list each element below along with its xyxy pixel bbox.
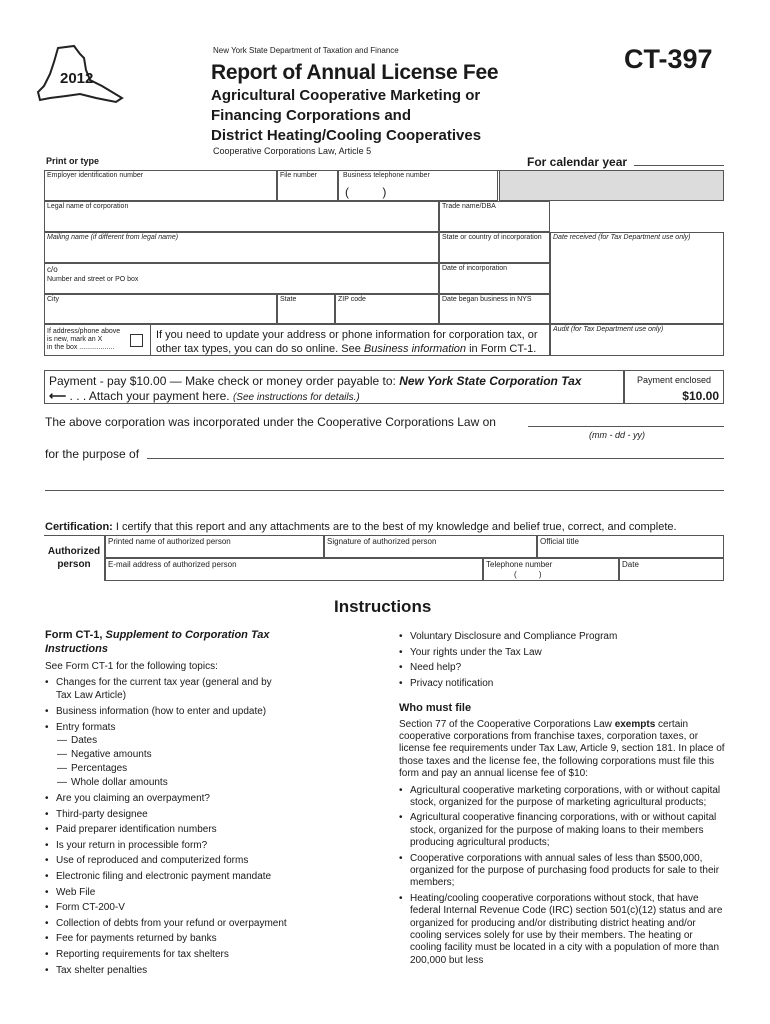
mailing-name-field[interactable]: Mailing name (if different from legal name)	[44, 232, 439, 263]
who-must-file-heading: Who must file	[399, 701, 472, 714]
sub-list-item: — Negative amounts	[45, 748, 345, 762]
list-item: • Your rights under the Tax Law	[399, 646, 725, 659]
authorized-person-label: Authorized person	[44, 535, 105, 581]
business-telephone-field[interactable]: Business telephone number ( )	[338, 170, 498, 201]
trade-name-field[interactable]: Trade name/DBA	[439, 201, 550, 232]
list-item: • Paid preparer identification numbers	[45, 823, 345, 836]
payment-enclosed-field[interactable]: Payment enclosed $10.00	[624, 370, 724, 404]
date-received-box: Date received (for Tax Department use only)	[550, 232, 724, 324]
list-item: • Form CT-200-V	[45, 901, 345, 914]
incorporation-date-field[interactable]	[528, 426, 724, 427]
list-item: • Reporting requirements for tax shelters	[45, 948, 345, 961]
sub-list-item: — Whole dollar amounts	[45, 776, 345, 790]
sub-list-item: — Percentages	[45, 762, 345, 776]
attach-arrow-icon: ⟵	[49, 389, 67, 403]
street-field[interactable]: c/o Number and street or PO box	[44, 263, 439, 294]
list-item: • Voluntary Disclosure and Compliance Program	[399, 630, 725, 643]
form-number: CT-397	[624, 44, 713, 74]
form-subtitle-line-1: Agricultural Cooperative Marketing or	[211, 87, 481, 104]
incorporated-statement: The above corporation was incorporated under the Cooperative Corporations Law on	[45, 415, 496, 429]
payment-line-1: Payment - pay $10.00 — Make check or money order payable to: New York State Corporation Tax	[49, 374, 582, 388]
official-title-field[interactable]: Official title	[537, 535, 724, 558]
list-item: • Is your return in processible form?	[45, 839, 345, 852]
purpose-field[interactable]	[147, 458, 724, 459]
tax-year: 2012	[60, 70, 94, 87]
state-country-field[interactable]: State or country of incorporation	[439, 232, 550, 263]
address-change-row	[44, 324, 550, 356]
printed-name-field[interactable]: Printed name of authorized person	[105, 535, 324, 558]
telephone-field[interactable]: Telephone number ( )	[483, 558, 619, 581]
date-format-hint: (mm - dd - yy)	[589, 430, 645, 440]
certification-text: Certification: I certify that this report and any attachments are to the best of my knowledge and belief true, correct, and complete.	[45, 521, 677, 533]
list-item: • Are you claiming an overpayment?	[45, 792, 345, 805]
payment-amount: $10.00	[682, 389, 719, 403]
print-or-type-label: Print or type	[46, 156, 100, 166]
date-began-business-field[interactable]: Date began business in NYS	[439, 294, 550, 324]
instructions-right-column	[399, 630, 725, 967]
file-number-field[interactable]: File number	[277, 170, 338, 201]
update-info-line-2: other tax types, you can do so online. See Business information in Form CT-1.	[156, 343, 537, 355]
zip-field[interactable]: ZIP code	[335, 294, 439, 324]
address-change-checkbox[interactable]	[130, 334, 143, 347]
payment-box	[44, 370, 624, 404]
calendar-year-field[interactable]	[634, 165, 724, 166]
date-field[interactable]: Date	[619, 558, 724, 581]
legal-name-field[interactable]: Legal name of corporation	[44, 201, 439, 232]
ein-field[interactable]: Employer identification number	[44, 170, 277, 201]
department-name: New York State Department of Taxation and Finance	[213, 46, 399, 55]
instructions-heading: Instructions	[334, 597, 432, 616]
state-field[interactable]: State	[277, 294, 335, 324]
section-77-paragraph: Section 77 of the Cooperative Corporations Law exempts certain cooperative corporations from franchise taxes, corporation taxes, or license fee requirements under Tax Law, Article 9, section 181. In place of those taxes and the license fee, the following corporations must file this form and pay an annual license fee of $10:	[399, 718, 725, 780]
shaded-area	[499, 170, 724, 201]
list-item: • Electronic filing and electronic payment mandate	[45, 870, 345, 883]
signature-field[interactable]: Signature of authorized person	[324, 535, 537, 558]
address-new-line-3: in the box ..................	[47, 344, 115, 351]
business-information-link[interactable]: Business information	[363, 343, 467, 355]
address-new-line-1: If address/phone above	[47, 328, 121, 335]
list-item: • Third-party designee	[45, 808, 345, 821]
address-new-line-2: is new, mark an X	[47, 336, 103, 343]
list-item: • Business information (how to enter and update)	[45, 705, 345, 718]
instructions-left-column	[45, 628, 345, 977]
audit-box: Audit (for Tax Department use only)	[550, 324, 724, 356]
list-item: • Use of reproduced and computerized forms	[45, 854, 345, 867]
law-reference: Cooperative Corporations Law, Article 5	[213, 146, 372, 156]
list-item: • Web File	[45, 886, 345, 899]
list-item: • Changes for the current tax year (general and by Tax Law Article)	[45, 676, 285, 702]
list-item: • Cooperative corporations with annual sales of less than $500,000, organized for the purpose of purchasing food products for sale to their members;	[399, 853, 725, 890]
list-item: • Collection of debts from your refund or overpayment	[45, 917, 345, 930]
ct1-title: Form CT-1, Supplement to Corporation Tax Instructions	[45, 629, 270, 655]
date-of-incorporation-field[interactable]: Date of incorporation	[439, 263, 550, 294]
city-field[interactable]: City	[44, 294, 277, 324]
list-item: • Fee for payments returned by banks	[45, 932, 345, 945]
list-item: • Entry formats	[45, 721, 345, 734]
purpose-label: for the purpose of	[45, 447, 140, 461]
form-subtitle-line-2: Financing Corporations and	[211, 107, 412, 124]
payment-line-2: ⟵ . . . Attach your payment here. (See instructions for details.)	[49, 389, 360, 403]
update-info-line-1: If you need to update your address or phone information for corporation tax, or	[156, 329, 538, 341]
see-ct1: See Form CT-1 for the following topics:	[45, 661, 218, 672]
list-item: • Need help?	[399, 661, 725, 674]
list-item: • Heating/cooling cooperative corporations without stock, that have federal Internal Revenue Code (IRC) section 501(c)(12) status and are organized for producing and/or distributing district heating and/or cooling services solely for use by their members. The heating or cooling facility must be located in a city with a population of more than 200,000 but less	[399, 893, 725, 967]
purpose-field-line-2[interactable]	[45, 490, 724, 491]
list-item: • Agricultural cooperative marketing corporations, with or without capital stock, organized for the purpose of marketing agricultural products;	[399, 785, 725, 810]
list-item: • Agricultural cooperative financing corporations, with or without capital stock, organized for the purpose of making loans to their members producing agricultural products;	[399, 812, 725, 849]
calendar-year-label: For calendar year	[527, 155, 628, 169]
sub-list-item: — Dates	[45, 734, 345, 748]
form-subtitle-line-3: District Heating/Cooling Cooperatives	[211, 127, 482, 144]
list-item: • Privacy notification	[399, 677, 725, 690]
email-field[interactable]: E-mail address of authorized person	[105, 558, 483, 581]
form-title: Report of Annual License Fee	[211, 61, 499, 84]
list-item: • Tax shelter penalties	[45, 964, 345, 977]
